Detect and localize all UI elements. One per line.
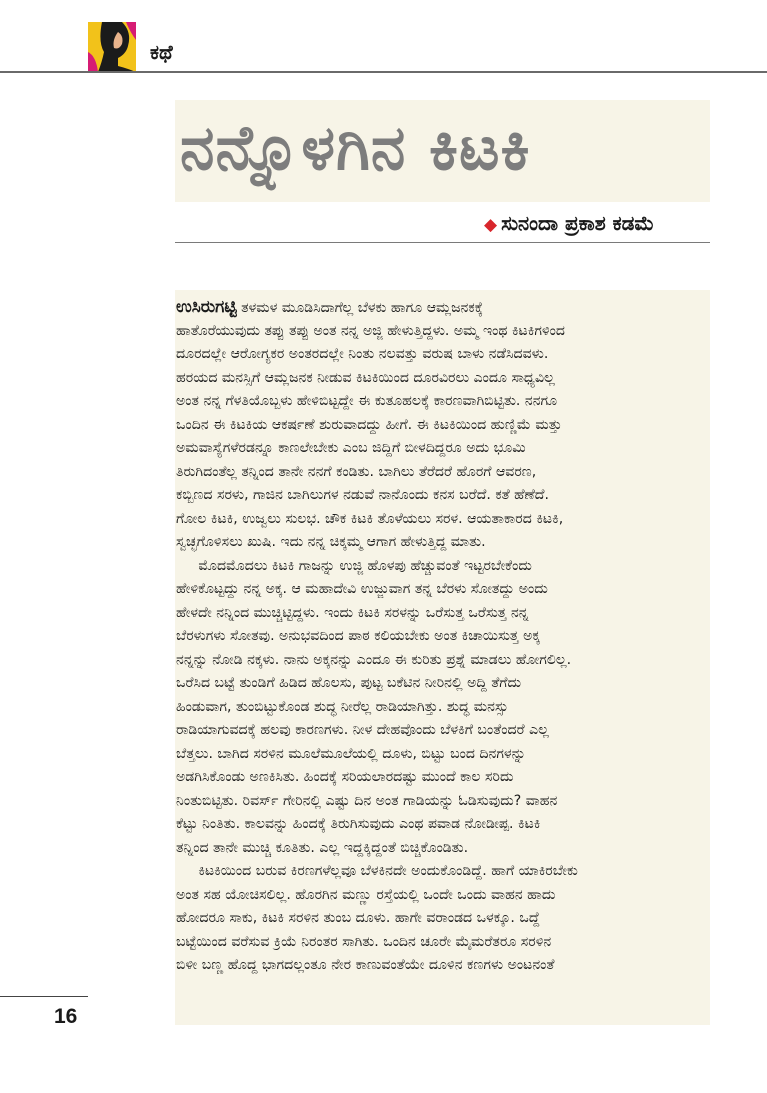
story-line-text: ಅಂತ ಸಹ ಯೋಚಿಸಲಿಲ್ಲ. ಹೊರಗಿನ ಮಣ್ಣು ರಸ್ತೆಯಲ್ಲಿ ಒಂದೇ ಒಂದು ವಾಹನ ಹಾದು bbox=[176, 886, 556, 903]
story-line-text: ಒಂದಿನ ಈ ಕಿಟಕಿಯ ಆಕರ್ಷಣೆ ಶುರುವಾದದ್ದು ಹೀಗೆ. ಈ ಕಿಟಕಿಯಿಂದ ಹುಣ್ಣಿಮೆ ಮತ್ತು bbox=[176, 416, 562, 433]
woman-profile-icon bbox=[88, 22, 136, 72]
story-line-text: ಗೋಲ ಕಿಟಕಿ, ಉಜ್ವಲು ಸುಲಭ. ಚೌಕ ಕಿಟಕಿ ತೊಳೆಯಲು ಸರಳ. ಆಯತಾಕಾರದ ಕಿಟಕಿ, bbox=[176, 510, 564, 527]
story-line bbox=[176, 296, 708, 320]
story-line-text: ಬೆರಳುಗಳು ಸೋತವು. ಅನುಭವದಿಂದ ಪಾಠ ಕಲಿಯಬೇಕು ಅಂತ ಕಿಚಾಯಿಸುತ್ತ ಅಕ್ಕ bbox=[176, 628, 541, 644]
story-line-text: ಹೋದರೂ ಸಾಕು, ಕಿಟಕಿ ಸರಳಿನ ತುಂಬ ದೂಳು. ಹಾಗೇ ವರಾಂಡದ ಒಳಕ್ಕೂ. ಒದ್ದೆ bbox=[176, 910, 540, 926]
story-line bbox=[176, 555, 708, 579]
story-line bbox=[176, 367, 708, 391]
story-line-text: ಹರಯದ ಮನಸ್ಸಿಗೆ ಆಮ್ಲಜನಕ ನೀಡುವ ಕಿಟಕಿಯಿಂದ ದೂರವಿರಲು ಎಂದೂ ಸಾಧ್ಯವಿಲ್ಲ bbox=[176, 369, 555, 386]
story-line bbox=[176, 649, 708, 673]
story-line-text: ಕಿಟಕಿಯಿಂದ ಬರುವ ಕಿರಣಗಳೆಲ್ಲವೂ ಬೆಳಕಿನದೇ ಅಂದುಕೊಂಡಿದ್ದೆ. ಹಾಗೆ ಯಾಕಿರಬೇಕು bbox=[176, 863, 578, 879]
story-line bbox=[176, 578, 708, 602]
story-line-text: ನನ್ನನ್ನು ನೋಡಿ ನಕ್ಕಳು. ನಾನು ಅಕ್ಕನನ್ನು ಎಂದೂ ಈ ಕುರಿತು ಪ್ರಶ್ನೆ ಮಾಡಲು ಹೋಗಲಿಲ್ಲ. bbox=[176, 651, 572, 668]
story-line bbox=[176, 907, 708, 931]
story-line-text: ಹೇಳಿಕೊಟ್ಟದ್ದು ನನ್ನ ಅಕ್ಕ. ಆ ಮಹಾದೇವಿ ಉಜ್ಜುವಾಗ ತನ್ನ ಬೆರಳು ಸೋತದ್ದು ಅಂದು bbox=[176, 581, 548, 597]
diamond-bullet-icon: ◆ bbox=[484, 215, 498, 235]
story-line-text: ತಿರುಗಿದಂತೆಲ್ಲ ತನ್ನಿಂದ ತಾನೇ ನನಗೆ ಕಂಡಿತು. ಬಾಗಿಲು ತೆರೆದರೆ ಹೊರಗೆ ಆವರಣ, bbox=[176, 463, 537, 480]
story-line bbox=[176, 766, 708, 790]
story-line bbox=[176, 508, 708, 532]
story-line bbox=[176, 931, 708, 955]
story-line bbox=[176, 954, 708, 978]
article-title: ನನ್ನೊಳಗಿನ ಕಿಟಕಿ bbox=[180, 111, 531, 184]
story-line-text: ಹಾತೊರೆಯುವುದು ತಪ್ಪು ತಪ್ಪು ಅಂತ ನನ್ನ ಅಜ್ಜಿ ಹೇಳುತ್ತಿದ್ದಳು. ಅಮ್ಮ ಇಂಥ ಕಿಟಕಿಗಳಿಂದ bbox=[176, 322, 566, 339]
story-line bbox=[176, 625, 708, 649]
story-line bbox=[176, 461, 708, 485]
story-line bbox=[176, 860, 708, 884]
story-line-text: ಕೆಟ್ಟು ನಿಂತಿತು. ಕಾಲವನ್ನು ಹಿಂದಕ್ಕೆ ತಿರುಗಿಸುವುದು ಎಂಥ ಪವಾಡ ನೋಡೀಪ್ಪ. ಕಿಟಕಿ bbox=[176, 816, 541, 832]
page-number-rule bbox=[0, 996, 88, 997]
story-line bbox=[176, 837, 708, 861]
story-line-text: ಬೆತ್ತಲು. ಬಾಗಿದ ಸರಳಿನ ಮೂಲೆಮೂಲೆಯಲ್ಲಿ ದೂಳು, ಬಿಟ್ಟು ಬಂದ ದಿನಗಳನ್ನು bbox=[176, 745, 526, 762]
story-line bbox=[176, 743, 708, 767]
story-line bbox=[176, 813, 708, 837]
section-logo bbox=[88, 22, 136, 72]
story-line-text: ಒರೆಸಿದ ಬಟ್ಟೆ ತುಂಡಿಗೆ ಹಿಡಿದ ಹೊಲಸು, ಪುಟ್ಟ ಬಕೆಟಿನ ನೀರಿನಲ್ಲಿ ಅದ್ದಿ ತೆಗೆದು bbox=[176, 675, 522, 691]
story-line bbox=[176, 437, 708, 461]
story-body bbox=[176, 296, 708, 978]
header-divider bbox=[0, 71, 767, 73]
story-line-text: ಮೊದಮೊದಲು ಕಿಟಕಿ ಗಾಜನ್ನು ಉಜ್ಜಿ ಹೊಳಪು ಹೆಚ್ಚುವಂತೆ ಇಟ್ಟರಬೇಕೆಂದು bbox=[176, 557, 532, 574]
page-number: 16 bbox=[54, 1005, 78, 1028]
story-line bbox=[176, 696, 708, 720]
story-line bbox=[176, 719, 708, 743]
story-line bbox=[176, 414, 708, 438]
story-line-text: ಕಬ್ಬಿಣದ ಸರಳು, ಗಾಜಿನ ಬಾಗಿಲುಗಳ ನಡುವೆ ನಾನೊಂದು ಕನಸ ಬರೆದೆ. ಕತೆ ಹೆಣೆದೆ. bbox=[176, 487, 549, 503]
lead-word: ಉಸಿರುಗಟ್ಟಿ bbox=[176, 297, 237, 317]
story-line-text: ನಿಂತುಬಿಟ್ಟಿತು. ರಿವರ್ಸ್ ಗೇರಿನಲ್ಲಿ ಎಷ್ಟು ದಿನ ಅಂತ ಗಾಡಿಯನ್ನು ಓಡಿಸುವುದು? ವಾಹನ bbox=[176, 792, 558, 809]
story-line bbox=[176, 320, 708, 344]
section-label: ಕಥೆ bbox=[150, 40, 173, 64]
story-line bbox=[176, 343, 708, 367]
story-line-text: ಹಿಂಡುವಾಗ, ತುಂಬಿಟ್ಟುಕೊಂಡ ಶುದ್ಧ ನೀರೆಲ್ಲ ರಾಡಿಯಾಗಿತ್ತು. ಶುದ್ಧ ಮನಸ್ಸು bbox=[176, 698, 509, 715]
story-line bbox=[176, 484, 708, 508]
story-line bbox=[176, 390, 708, 414]
story-line-text: ಸ್ವಚ್ಛಗೊಳಿಸಲು ಖುಷಿ. ಇದು ನನ್ನ ಚಿಕ್ಕಮ್ಮ ಆಗಾಗ ಹೇಳುತ್ತಿದ್ದ ಮಾತು. bbox=[176, 534, 486, 550]
story-line-text: ಅಂತ ನನ್ನ ಗೆಳತಿಯೊಬ್ಬಳು ಹೇಳಿಬಿಟ್ಟದ್ದೇ ಈ ಕುತೂಹಲಕ್ಕೆ ಕಾರಣವಾಗಿಬಿಟ್ಟಿತು. ನನಗೂ bbox=[176, 393, 558, 409]
byline-divider bbox=[175, 242, 710, 243]
story-line bbox=[176, 672, 708, 696]
story-line bbox=[176, 602, 708, 626]
story-line-text: ತನ್ನಿಂದ ತಾನೇ ಮುಚ್ಚಿ ಕೂತಿತು. ಎಲ್ಲ ಇದ್ದಕ್ಕಿದ್ದಂತೆ ಬಿಚ್ಚಿಕೊಂಡಿತು. bbox=[176, 839, 469, 856]
author-name: ಸುನಂದಾ ಪ್ರಕಾಶ ಕಡಮೆ bbox=[501, 211, 655, 235]
story-line-text: ಬಟ್ಟೆಯಿಂದ ವರೆಸುವ ಕ್ರಿಯೆ ನಿರಂತರ ಸಾಗಿತು. ಒಂದಿನ ಚೂರೇ ಮೈಮರೆತರೂ ಸರಳಿನ bbox=[176, 933, 552, 950]
story-line-text: ಹೇಳದೇ ನನ್ನಿಂದ ಮುಚ್ಚಿಟ್ಟಿದ್ದಳು. ಇಂದು ಕಿಟಕಿ ಸರಳನ್ನು ಒರೆಸುತ್ತ ಒರೆಸುತ್ತ ನನ್ನ bbox=[176, 604, 529, 621]
story-line bbox=[176, 531, 708, 555]
story-line-text: ತಳಮಳ ಮೂಡಿಸಿದಾಗೆಲ್ಲ ಬೆಳಕು ಹಾಗೂ ಆಮ್ಲಜನಕಕ್ಕೆ bbox=[236, 300, 483, 316]
author-byline bbox=[484, 208, 654, 240]
story-line-text: ಬಿಳೀ ಬಣ್ಣ ಹೊದ್ದ ಭಾಗದಲ್ಲಂತೂ ನೇರ ಕಾಣುವಂತೆಯೇ ದೂಳಿನ ಕಣಗಳು ಅಂಟನಂತೆ bbox=[176, 957, 555, 973]
story-line-text: ರಾಡಿಯಾಗುವದಕ್ಕೆ ಹಲವು ಕಾರಣಗಳು. ನೀಳ ದೇಹವೊಂದು ಬೆಳಕಿಗೆ ಬಂತೆಂದರೆ ಎಲ್ಲ bbox=[176, 722, 549, 738]
story-line bbox=[176, 884, 708, 908]
story-line bbox=[176, 790, 708, 814]
story-line-text: ದೂರದಲ್ಲೇ ಆರೋಗ್ಯಕರ ಅಂತರದಲ್ಲೇ ನಿಂತು ನಲವತ್ತು ವರುಷ ಬಾಳು ನಡೆಸಿದವಳು. bbox=[176, 346, 549, 362]
story-line-text: ಅಮವಾಸ್ಯೆಗಳೆರಡನ್ನೂ ಕಾಣಲೇಬೇಕು ಎಂಬ ಜಿದ್ದಿಗೆ ಬೀಳದಿದ್ದರೂ ಅದು ಭೂಮಿ bbox=[176, 440, 526, 456]
story-line-text: ಅಡಗಿಸಿಕೊಂಡು ಅಣಕಿಸಿತು. ಹಿಂದಕ್ಕೆ ಸರಿಯಲಾರದಷ್ಟು ಮುಂದೆ ಕಾಲ ಸರಿದು bbox=[176, 769, 514, 785]
